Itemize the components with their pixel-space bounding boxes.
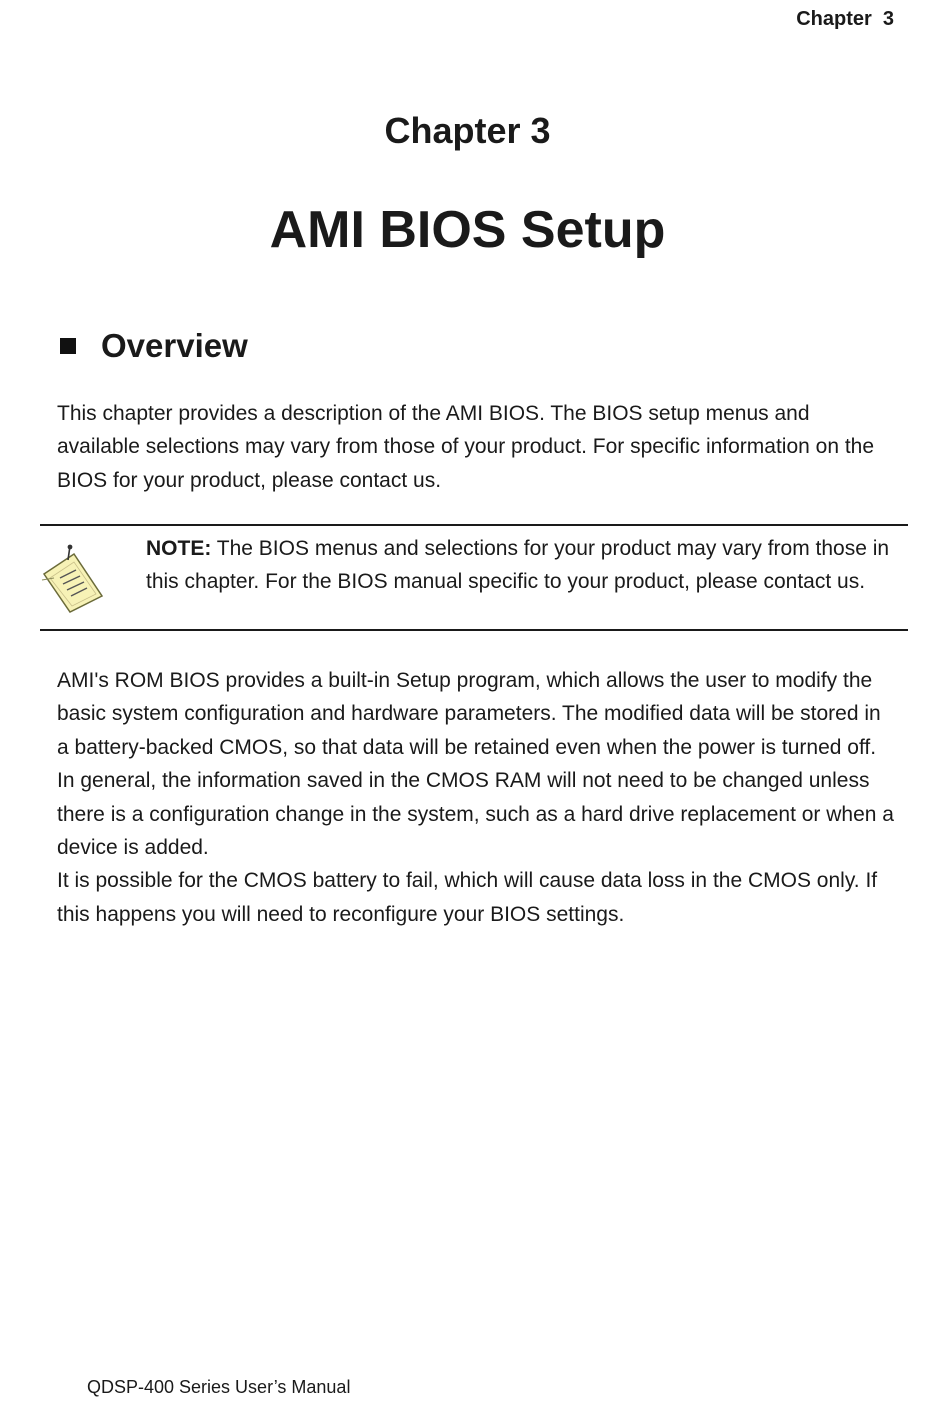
section-heading-overview bbox=[60, 327, 248, 365]
main-body bbox=[57, 664, 897, 931]
footer-manual-title: QDSP-400 Series User’s Manual bbox=[87, 1377, 351, 1397]
chapter-title: AMI BIOS Setup bbox=[269, 201, 666, 259]
body-paragraph-2: It is possible for the CMOS battery to fail, which will cause data loss in the CMOS only. If this happens you will need to reconfigure your BIOS settings. bbox=[57, 869, 878, 926]
note-text bbox=[146, 532, 896, 599]
note-paper-icon bbox=[40, 544, 106, 614]
note-label: NOTE: bbox=[146, 537, 212, 560]
body-paragraph-1: AMI's ROM BIOS provides a built-in Setup program, which allows the user to modify the basic system configuration and hardware parameters. The modified data will be stored in a battery-backed CMOS, so that data will be retained even when the power is turned off. In general, the information saved in the CMOS RAM will not need to be changed unless there is a configuration change in the system, such as a hard drive replacement or when a device is added. bbox=[57, 669, 894, 860]
note-box bbox=[40, 524, 908, 631]
square-bullet-icon bbox=[60, 338, 76, 354]
chapter-label: Chapter 3 bbox=[384, 110, 551, 151]
section-heading-text: Overview bbox=[101, 327, 248, 364]
running-header: Chapter 3 bbox=[796, 8, 894, 30]
note-body: The BIOS menus and selections for your product may vary from those in this chapter. For the BIOS manual specific to your product, please contact us. bbox=[146, 537, 890, 594]
overview-paragraph: This chapter provides a description of the AMI BIOS. The BIOS setup menus and available selections may vary from those of your product. For specific information on the BIOS for your product, please contact us. bbox=[57, 402, 875, 492]
